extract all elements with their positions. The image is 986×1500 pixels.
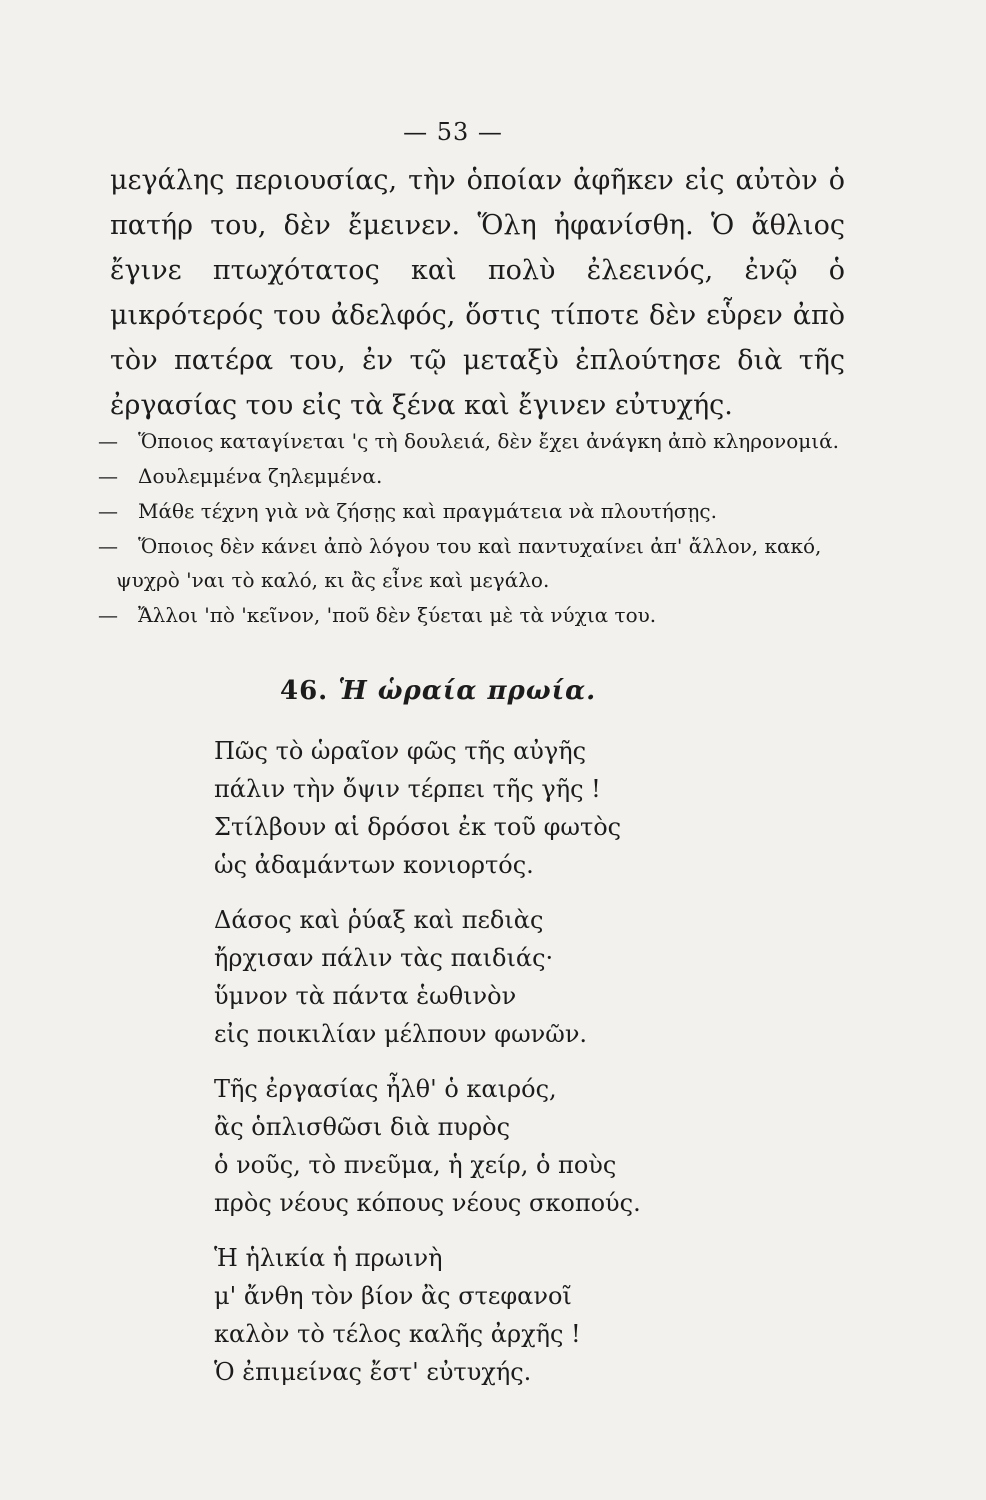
proverb-item xyxy=(98,598,840,632)
poem-number: 46. xyxy=(280,676,329,706)
story-ending xyxy=(110,158,845,428)
poem-verse: Ὁ ἐπιμείνας ἔστ' εὐτυχής. xyxy=(214,1358,532,1386)
proverb-text: Μάθε τέχνη γιὰ νὰ ζήσῃς καὶ πραγμάτεια νὰ πλουτήσῃς. xyxy=(138,499,717,523)
proverb-item xyxy=(98,529,840,597)
poem-verse: ἤρχισαν πάλιν τὰς παιδιάς· xyxy=(214,944,554,972)
poem-verse: πρὸς νέους κόπους νέους σκοπούς. xyxy=(214,1189,641,1217)
story-paragraph: μεγάλης περιουσίας, τὴν ὁποίαν ἀφῆκεν εἰς αὐτὸν ὁ πατήρ του, δὲν ἔμεινεν. Ὅλη ἠφανίσθη. Ὁ ἄθλιος ἔγινε πτωχότατος καὶ πολὺ ἐλεεινός, ἐνῷ ὁ μικρότερός του ἀδελφός, ὅστις τίποτε δὲν εὗρεν ἀπὸ τὸν πατέρα του, ἐν τῷ μεταξὺ ἐπλούτησε διὰ τῆς ἐργασίας του εἰς τὰ ξένα καὶ ἔγινεν εὐτυχής. xyxy=(110,165,845,421)
poem-verse: ὕμνον τὰ πάντα ἑωθινὸν xyxy=(214,982,517,1010)
page-number: — 53 — xyxy=(403,118,503,146)
poem-body xyxy=(214,732,641,1408)
proverb-dash: — xyxy=(98,464,118,488)
proverb-text: Ὅποιος καταγίνεται 'ς τὴ δουλειά, δὲν ἔχει ἀνάγκη ἀπὸ κληρονομιά. xyxy=(138,429,839,453)
proverb-text: Ὅποιος δὲν κάνει ἀπὸ λόγου του καὶ παντυχαίνει ἀπ' ἄλλον, κακό, ψυχρὸ 'ναι τὸ καλό, κι ἂς εἶνε καὶ μεγάλο. xyxy=(116,534,822,592)
poem-title: Ἡ ὡραία πρωία. xyxy=(338,676,597,706)
poem-verse: Στίλβουν αἱ δρόσοι ἐκ τοῦ φωτὸς xyxy=(214,813,622,841)
poem-verse: καλὸν τὸ τέλος καλῆς ἀρχῆς ! xyxy=(214,1320,581,1348)
proverb-dash: — xyxy=(98,429,118,453)
proverb-text: Δουλεμμένα ζηλεμμένα. xyxy=(138,464,383,488)
poem-verse: ὁ νοῦς, τὸ πνεῦμα, ἡ χείρ, ὁ ποὺς xyxy=(214,1151,617,1179)
poem-verse: Πῶς τὸ ὡραῖον φῶς τῆς αὐγῆς xyxy=(214,737,587,765)
proverb-text: Ἄλλοι 'πὸ 'κεῖνον, 'ποῦ δὲν ξύεται μὲ τὰ νύχια του. xyxy=(138,603,657,627)
proverb-item xyxy=(98,494,840,528)
poem-stanza xyxy=(214,732,641,884)
poem-verse: ἂς ὁπλισθῶσι διὰ πυρὸς xyxy=(214,1113,511,1141)
proverb-dash: — xyxy=(98,534,118,558)
proverb-dash: — xyxy=(98,499,118,523)
proverb-list xyxy=(98,424,840,633)
poem-verse: μ' ἄνθη τὸν βίον ἂς στεφανοῖ xyxy=(214,1282,572,1310)
proverb-item xyxy=(98,424,840,458)
poem-verse: Ἡ ἡλικία ἡ πρωινὴ xyxy=(214,1244,443,1272)
poem-heading xyxy=(280,676,596,706)
poem-stanza xyxy=(214,1070,641,1222)
poem-stanza xyxy=(214,901,641,1053)
poem-verse: εἰς ποικιλίαν μέλπουν φωνῶν. xyxy=(214,1020,588,1048)
proverb-dash: — xyxy=(98,603,118,627)
poem-verse: πάλιν τὴν ὄψιν τέρπει τῆς γῆς ! xyxy=(214,775,601,803)
poem-verse: Δάσος καὶ ῥύαξ καὶ πεδιὰς xyxy=(214,906,544,934)
poem-stanza xyxy=(214,1239,641,1391)
poem-verse: Τῆς ἐργασίας ἦλθ' ὁ καιρός, xyxy=(214,1075,557,1103)
proverb-item xyxy=(98,459,840,493)
poem-verse: ὡς ἀδαμάντων κονιορτός. xyxy=(214,851,534,879)
